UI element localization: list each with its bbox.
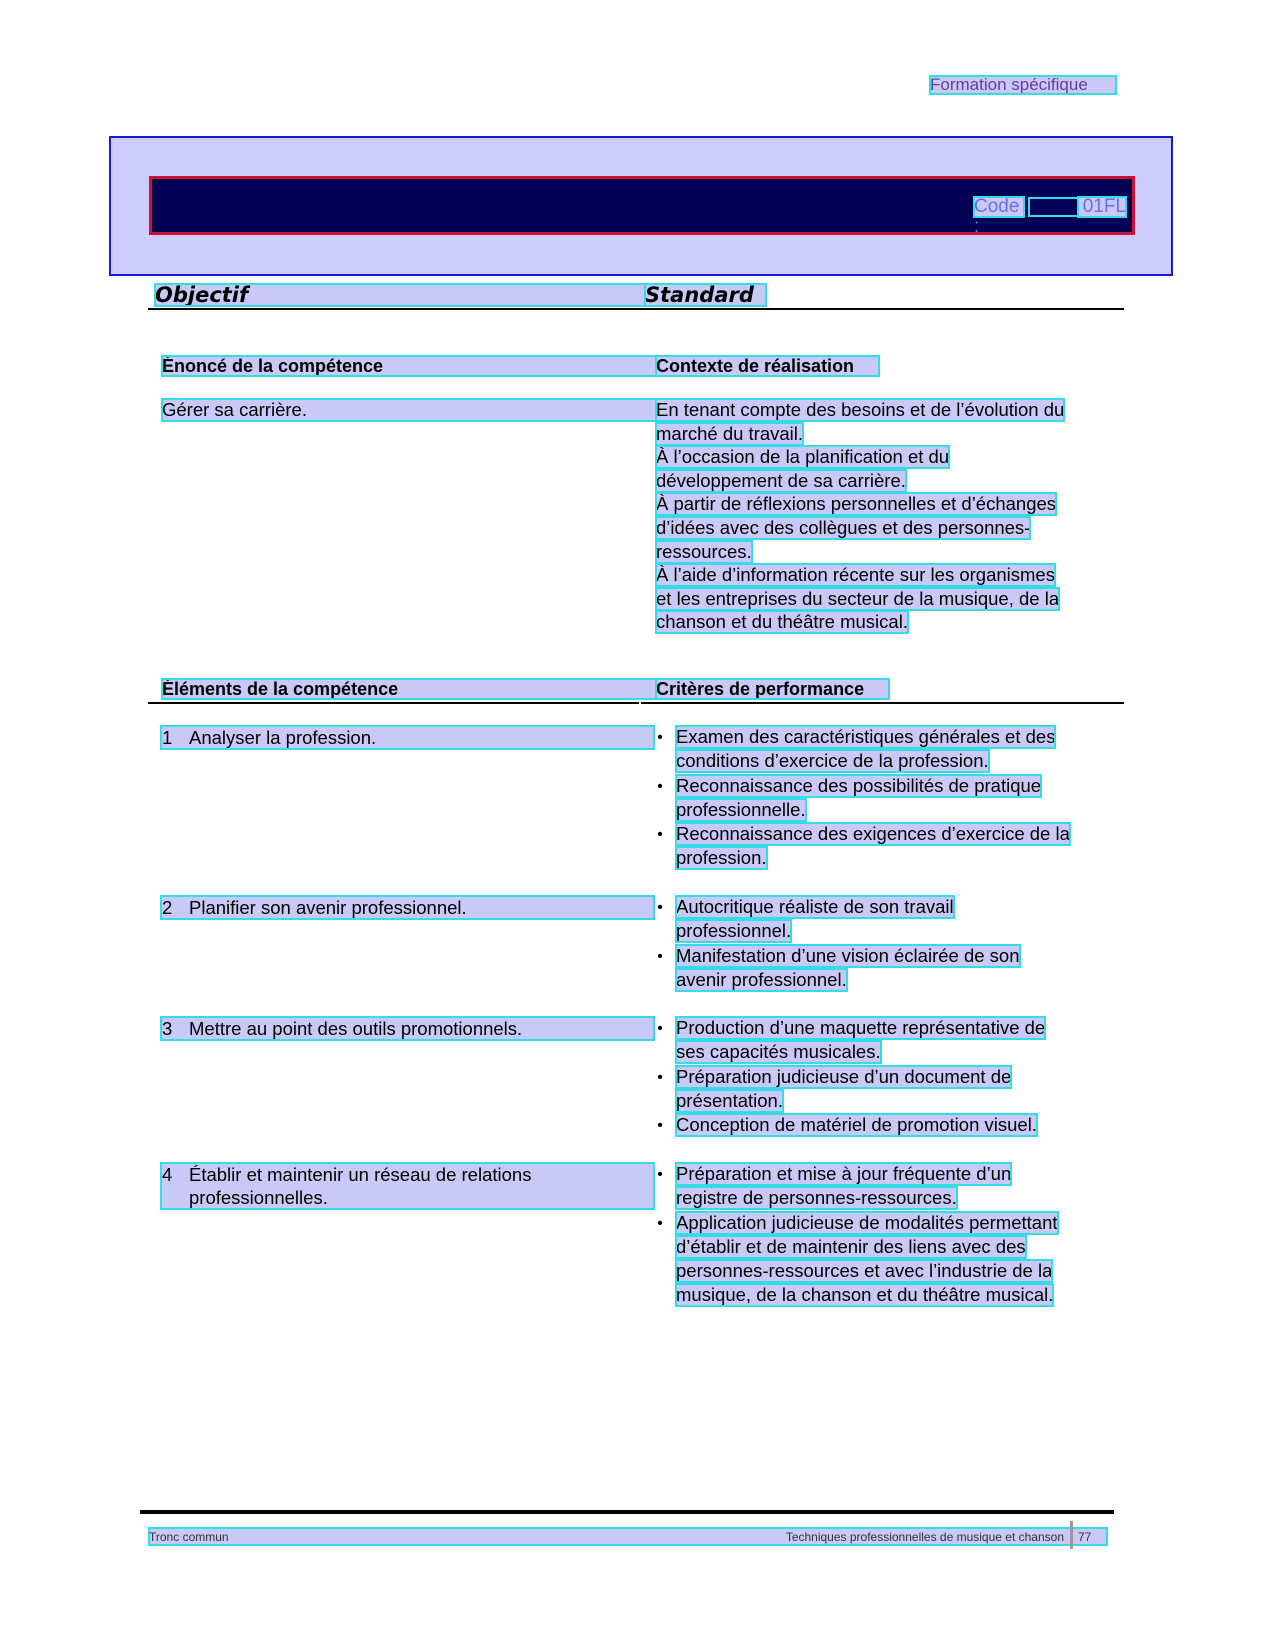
elements-rule bbox=[148, 702, 639, 704]
criteria-heading: Critères de performance bbox=[656, 679, 889, 699]
criteria-rule bbox=[641, 702, 1124, 704]
criterion-line: Reconnaissance des exigences d’exercice de la bbox=[676, 823, 1070, 844]
criterion-line: professionnel. bbox=[676, 920, 792, 941]
statement-heading: Énoncé de la compétence bbox=[162, 356, 656, 376]
bullet-icon: • bbox=[657, 1069, 663, 1086]
header-section-label: Formation spécifique bbox=[930, 76, 1116, 94]
element-text: Mettre au point des outils promotionnels. bbox=[189, 1018, 523, 1039]
bullet-icon: • bbox=[657, 948, 663, 965]
element-number: 4 bbox=[162, 1164, 173, 1185]
statement-text: Gérer sa carrière. bbox=[162, 399, 656, 421]
context-line: développement de sa carrière. bbox=[656, 470, 906, 491]
criterion-line: Préparation et mise à jour fréquente d’un bbox=[676, 1163, 1012, 1184]
criterion-line: profession. bbox=[676, 847, 767, 868]
column-heading-objective: Objectif bbox=[155, 284, 645, 306]
element-text: professionnelles. bbox=[189, 1187, 328, 1208]
column-heading-standard: Standard bbox=[645, 284, 766, 306]
bullet-icon: • bbox=[657, 778, 663, 795]
criterion-line: présentation. bbox=[676, 1090, 783, 1111]
context-heading: Contexte de réalisation bbox=[656, 356, 879, 376]
element-text: Établir et maintenir un réseau de relations bbox=[189, 1164, 532, 1185]
code-box bbox=[1030, 199, 1078, 215]
bullet-icon: • bbox=[657, 729, 663, 746]
criterion-line: registre de personnes-ressources. bbox=[676, 1187, 957, 1208]
context-line: En tenant compte des besoins et de l’évolution du bbox=[656, 399, 1065, 420]
bullet-icon: • bbox=[657, 1166, 663, 1183]
criterion-line: Application judicieuse de modalités permettant bbox=[676, 1212, 1058, 1233]
context-line: chanson et du théâtre musical. bbox=[656, 611, 908, 632]
criterion-line: musique, de la chanson et du théâtre musical. bbox=[676, 1284, 1054, 1305]
context-line: marché du travail. bbox=[656, 423, 804, 444]
element-number: 2 bbox=[162, 897, 173, 918]
bullet-icon: • bbox=[657, 1117, 663, 1134]
context-line: À partir de réflexions personnelles et d’échanges bbox=[656, 493, 1057, 514]
context-line: ressources. bbox=[656, 541, 752, 562]
code-label: Code : bbox=[974, 197, 1024, 217]
criterion-line: ses capacités musicales. bbox=[676, 1041, 881, 1062]
criterion-line: Manifestation d’une vision éclairée de son bbox=[676, 945, 1020, 966]
footer-right-label: Techniques professionnelles de musique et chanson bbox=[785, 1530, 1064, 1544]
footer-left-label: Tronc commun bbox=[149, 1530, 229, 1544]
criterion-line: professionnelle. bbox=[676, 799, 806, 820]
code-value: 01FL bbox=[1078, 197, 1126, 217]
header-rule bbox=[148, 308, 1124, 310]
bullet-icon: • bbox=[657, 899, 663, 916]
footer-rule bbox=[140, 1510, 1114, 1514]
criterion-line: Production d’une maquette représentative de bbox=[676, 1017, 1046, 1038]
criterion-line: personnes-ressources et avec l’industrie de la bbox=[676, 1260, 1053, 1281]
criterion-line: Examen des caractéristiques générales et des bbox=[676, 726, 1056, 747]
elements-heading: Éléments de la compétence bbox=[162, 679, 656, 699]
criterion-line: Préparation judicieuse d’un document de bbox=[676, 1066, 1012, 1087]
element-text: Analyser la profession. bbox=[189, 727, 377, 748]
element-text: Planifier son avenir professionnel. bbox=[189, 897, 467, 918]
context-line: d’idées avec des collègues et des personnes- bbox=[656, 517, 1031, 538]
element-number: 3 bbox=[162, 1018, 173, 1039]
bullet-icon: • bbox=[657, 826, 663, 843]
footer-separator bbox=[1070, 1521, 1073, 1549]
bullet-icon: • bbox=[657, 1215, 663, 1232]
criterion-line: d’établir et de maintenir des liens avec des bbox=[676, 1236, 1026, 1257]
criterion-line: conditions d’exercice de la profession. bbox=[676, 750, 989, 771]
page-number: 77 bbox=[1078, 1530, 1092, 1544]
criterion-line: Autocritique réaliste de son travail bbox=[676, 896, 954, 917]
context-line: À l’aide d’information récente sur les organismes bbox=[656, 564, 1055, 585]
context-line: et les entreprises du secteur de la musique, de la bbox=[656, 588, 1060, 609]
criterion-line: Reconnaissance des possibilités de pratique bbox=[676, 775, 1042, 796]
criterion-line: Conception de matériel de promotion visuel. bbox=[676, 1114, 1037, 1135]
criterion-line: avenir professionnel. bbox=[676, 969, 847, 990]
element-number: 1 bbox=[162, 727, 173, 748]
context-line: À l’occasion de la planification et du bbox=[656, 446, 950, 467]
bullet-icon: • bbox=[657, 1020, 663, 1037]
